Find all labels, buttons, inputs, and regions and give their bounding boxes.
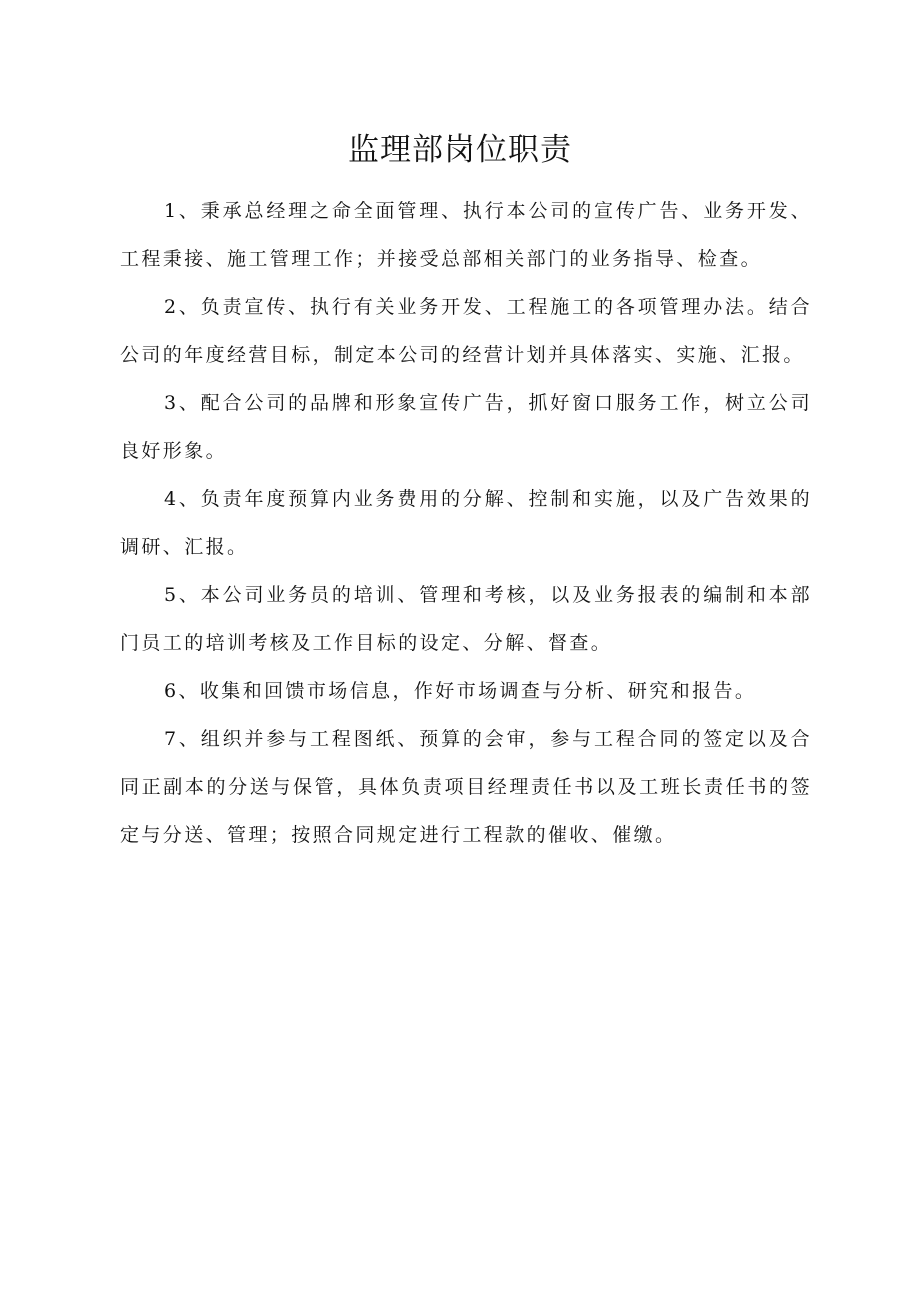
- paragraph-7: 7、组织并参与工程图纸、预算的会审，参与工程合同的签定以及合同正副本的分送与保管，具体负责项目经理责任书以及工班长责任书的签定与分送、管理；按照合同规定进行工程款的催收、催缴。: [120, 728, 812, 846]
- paragraph-3: 3、配合公司的品牌和形象宣传广告，抓好窗口服务工作，树立公司良好形象。: [120, 392, 812, 462]
- document-body: [120, 187, 812, 859]
- page-title: 监理部岗位职责: [348, 132, 572, 168]
- paragraph-1: 1、秉承总经理之命全面管理、执行本公司的宣传广告、业务开发、工程秉接、施工管理工作；并接受总部相关部门的业务指导、检查。: [120, 200, 812, 270]
- paragraph-4: 4、负责年度预算内业务费用的分解、控制和实施，以及广告效果的调研、汇报。: [120, 488, 812, 558]
- paragraph-5: 5、本公司业务员的培训、管理和考核，以及业务报表的编制和本部门员工的培训考核及工作目标的设定、分解、督查。: [120, 584, 812, 654]
- paragraph-6: 6、收集和回馈市场信息，作好市场调查与分析、研究和报告。: [164, 680, 757, 702]
- paragraph-2: 2、负责宣传、执行有关业务开发、工程施工的各项管理办法。结合公司的年度经营目标，制定本公司的经营计划并具体落实、实施、汇报。: [120, 296, 812, 366]
